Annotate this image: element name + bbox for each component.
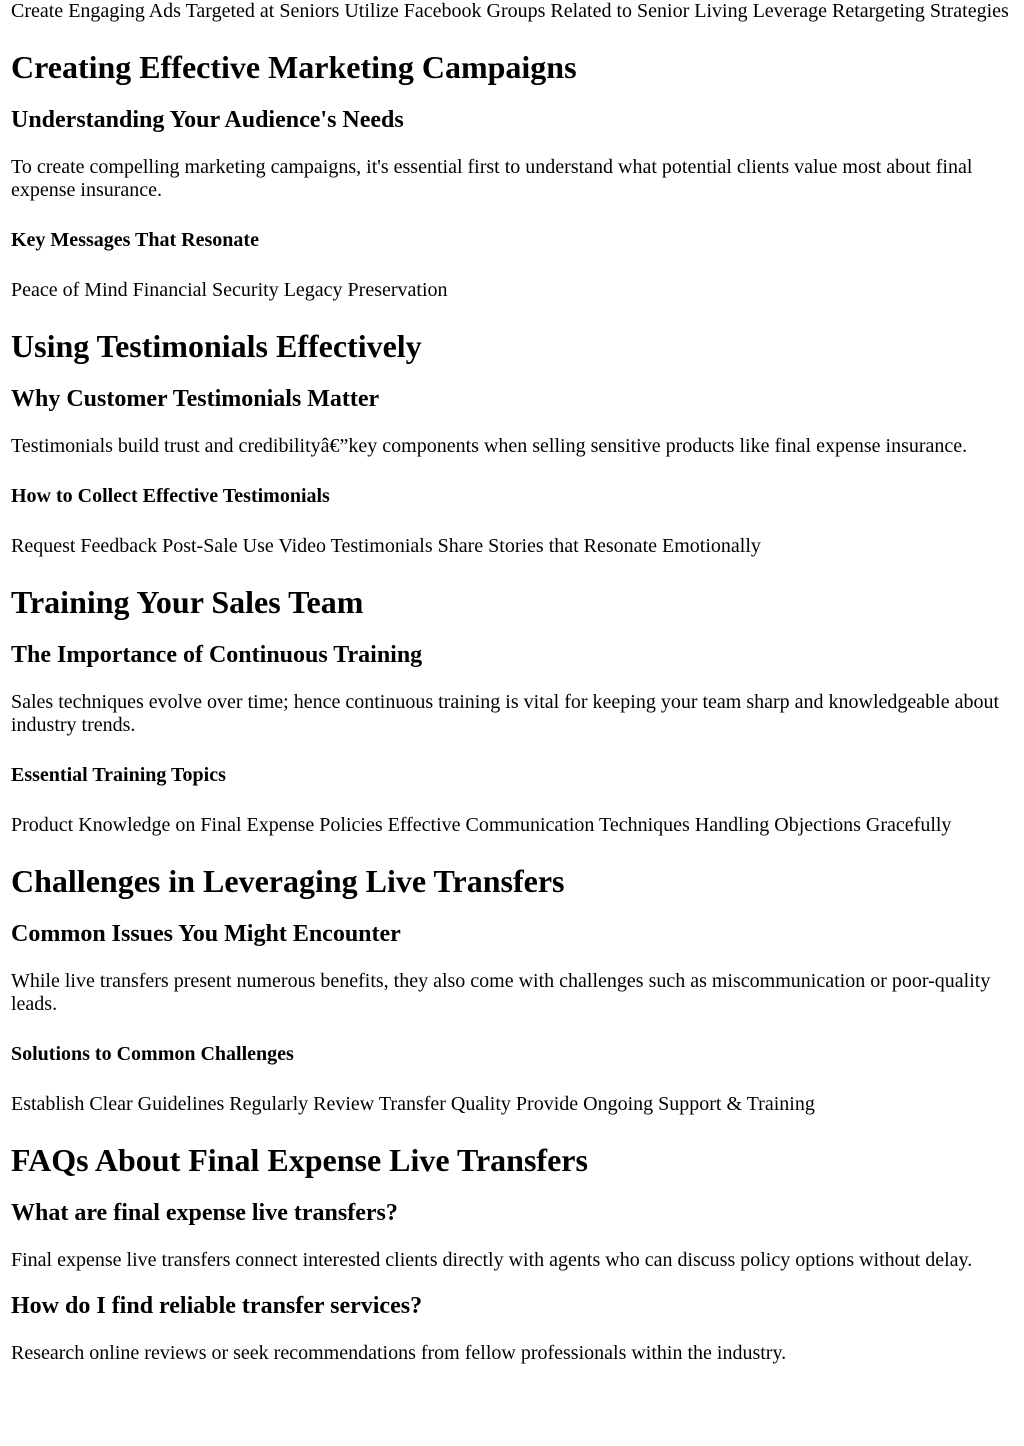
intro-text: Create Engaging Ads Targeted at Seniors Utilize Facebook Groups Related to Senior Living Leverage Retargeting Strategies bbox=[11, 0, 1009, 22]
faq-heading: FAQs About Final Expense Live Transfers bbox=[11, 1142, 588, 1178]
faq-answer: Final expense live transfers connect interested clients directly with agents who can discuss policy options without delay. bbox=[11, 1249, 973, 1271]
section-subheading: The Importance of Continuous Training bbox=[11, 642, 423, 668]
section-body: To create compelling marketing campaigns, it's essential first to understand what potential clients value most about final expense insurance. bbox=[11, 156, 973, 201]
section-minor-heading: Solutions to Common Challenges bbox=[11, 1043, 294, 1065]
section-heading: Using Testimonials Effectively bbox=[11, 328, 422, 364]
section-subheading: Common Issues You Might Encounter bbox=[11, 921, 401, 947]
section-body: While live transfers present numerous benefits, they also come with challenges such as miscommunication or poor-quality leads. bbox=[11, 970, 991, 1015]
section-minor-heading: How to Collect Effective Testimonials bbox=[11, 485, 330, 507]
section-heading: Creating Effective Marketing Campaigns bbox=[11, 49, 577, 85]
section-subheading: Why Customer Testimonials Matter bbox=[11, 386, 380, 412]
section-marketing-campaigns bbox=[11, 49, 1013, 302]
section-heading: Challenges in Leveraging Live Transfers bbox=[11, 863, 565, 899]
section-list-text: Product Knowledge on Final Expense Policies Effective Communication Techniques Handling Objections Gracefully bbox=[11, 814, 952, 836]
section-minor-heading: Essential Training Topics bbox=[11, 764, 226, 786]
section-list-text: Request Feedback Post-Sale Use Video Testimonials Share Stories that Resonate Emotionally bbox=[11, 535, 761, 557]
section-testimonials bbox=[11, 328, 1013, 558]
section-body: Testimonials build trust and credibilityâ€”key components when selling sensitive products like final expense insurance. bbox=[11, 435, 968, 457]
section-list-text: Establish Clear Guidelines Regularly Review Transfer Quality Provide Ongoing Support & Training bbox=[11, 1093, 815, 1115]
section-live-transfer-challenges bbox=[11, 863, 1013, 1116]
section-subheading: Understanding Your Audience's Needs bbox=[11, 107, 404, 133]
faq-question: How do I find reliable transfer services? bbox=[11, 1293, 423, 1319]
faq-answer: Research online reviews or seek recommendations from fellow professionals within the industry. bbox=[11, 1342, 787, 1364]
section-list-text: Peace of Mind Financial Security Legacy Preservation bbox=[11, 279, 448, 301]
section-faq bbox=[11, 1142, 1013, 1365]
section-minor-heading: Key Messages That Resonate bbox=[11, 229, 259, 251]
section-heading: Training Your Sales Team bbox=[11, 584, 364, 620]
section-body: Sales techniques evolve over time; hence continuous training is vital for keeping your team sharp and knowledgeable about industry trends. bbox=[11, 691, 1000, 736]
section-sales-training bbox=[11, 584, 1013, 837]
faq-question: What are final expense live transfers? bbox=[11, 1200, 398, 1226]
